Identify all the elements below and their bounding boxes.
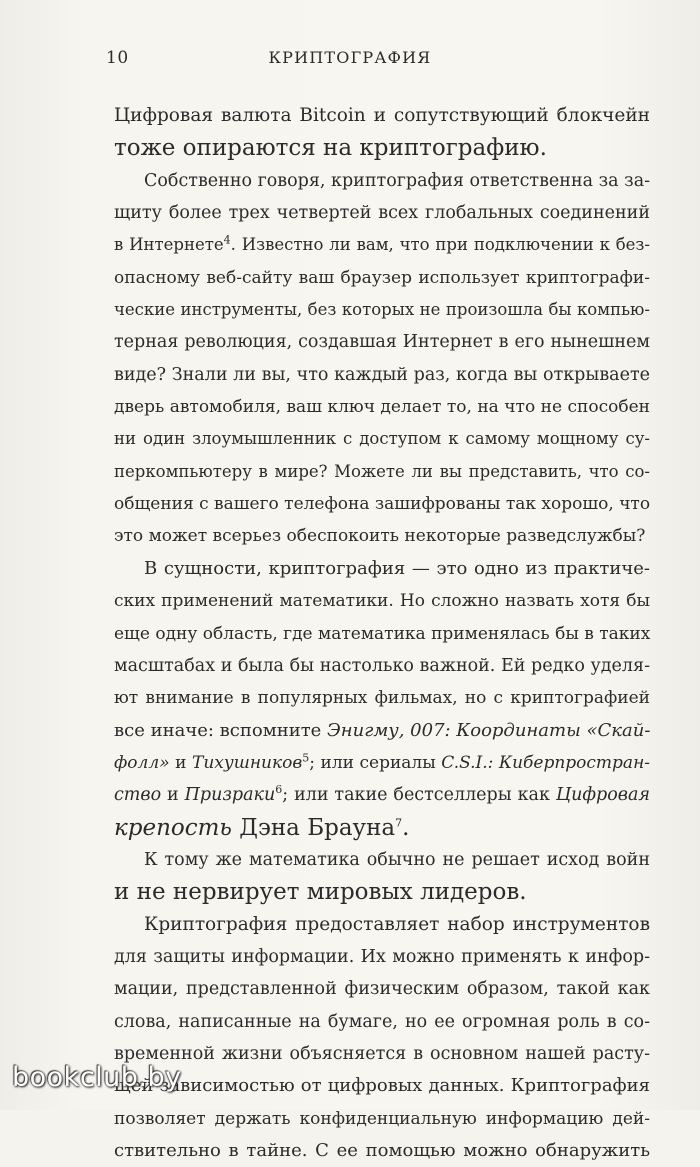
italic-title: Цифровая [555, 785, 650, 806]
text-line: это может всерьез обеспокоить некоторые разведслужбы? [114, 526, 646, 547]
text-line: мации, представленной физическим образом, такой как [114, 979, 650, 1000]
text-line: ствительно в тайне. С ее помощью можно обнаружить [114, 1140, 650, 1161]
text-line [114, 747, 650, 779]
footnote-marker: 7 [395, 815, 403, 829]
text-line: Цифровая валюта Bitcoin и сопутствующий блокчейн [114, 105, 650, 126]
text-line [114, 715, 650, 747]
text-line: еще одну область, где математика применялась бы в таких [114, 623, 651, 644]
text-line: ют внимание в популярных фильмах, но с криптографией [114, 688, 650, 709]
text-line: ческие инструменты, без которых не произошла бы компью- [114, 300, 650, 320]
text-line [114, 229, 650, 261]
text-run: ; или такие бестселлеры как [282, 785, 556, 806]
text-line: и не нервирует мировых лидеров. [114, 879, 527, 906]
text-line: Собственно говоря, криптография ответственна за за- [144, 170, 651, 191]
text-line: тоже опираются на криптографию. [114, 135, 547, 162]
text-line: В сущности, криптография — это одно из практиче- [144, 557, 650, 579]
italic-title: Энигму, 007: Координаты «Скай- [327, 719, 651, 741]
text-line: дверь автомобиля, ваш ключ делает то, на что не способен [114, 397, 650, 418]
text-line: К тому же математика обычно не решает исход войн [144, 849, 650, 870]
watermark: bookclub.by [12, 1062, 182, 1093]
italic-title: Призраки [184, 785, 276, 806]
page-header [0, 48, 700, 72]
text-line: для защиты информации. Их можно применять к инфор- [114, 946, 650, 967]
running-head: КРИПТОГРАФИЯ [268, 48, 432, 67]
text-line: общения с вашего телефона зашифрованы так хорошо, что [114, 494, 651, 515]
text-run: Дэна Брауна [231, 814, 396, 841]
text-run: и [161, 785, 185, 806]
italic-title: фолл» [114, 752, 170, 773]
italic-title: C.S.I.: Киберпростран- [441, 752, 651, 773]
italic-title: ство [114, 785, 162, 806]
text-line: слова, написанные на бумаге, но ее огромная роль в со- [114, 1011, 650, 1032]
text-run: ; или сериалы [309, 752, 442, 773]
page-number: 10 [106, 48, 129, 68]
text-run: все иначе: вспомните [114, 719, 328, 741]
text-line: виде? Знали ли вы, что каждый раз, когда вы открываете [114, 364, 650, 385]
footnote-marker: 6 [275, 783, 283, 797]
text-line: щей зависимостью от цифровых данных. Криптография [114, 1075, 650, 1097]
text-line: позволяет держать конфиденциальную информацию дей- [114, 1108, 650, 1129]
text-line [114, 779, 650, 811]
text-line: временной жизни объясняется в основном нашей расту- [114, 1043, 650, 1064]
text-run: и [169, 752, 192, 773]
text-run: . Известно ли вам, что при подключении к без- [230, 235, 650, 255]
footnote-marker: 4 [223, 233, 231, 247]
italic-title: Тихушников [191, 752, 303, 773]
text-line [114, 812, 650, 844]
text-run: . [402, 814, 410, 841]
text-line: щиту более трех четвертей всех глобальных соединений [114, 203, 650, 224]
italic-title: крепость [114, 814, 232, 841]
body-text [114, 100, 650, 1167]
text-line: ни один злоумышленник с доступом к самому мощному су- [114, 429, 650, 449]
text-run: в Интернете [114, 235, 224, 255]
footnote-marker: 5 [302, 751, 310, 765]
text-line: опасному веб-сайту ваш браузер использует криптографи- [114, 267, 650, 288]
text-line: Криптография предоставляет набор инструментов [144, 913, 650, 935]
text-line: масштабах и была бы настолько важной. Ей редко уделя- [114, 655, 650, 676]
text-line: терная революция, создавшая Интернет в его нынешнем [114, 332, 650, 353]
text-line: ских применений математики. Но сложно назвать хотя бы [114, 591, 650, 612]
text-line: перкомпьютеру в мире? Можете ли вы представить, что со- [114, 461, 650, 481]
